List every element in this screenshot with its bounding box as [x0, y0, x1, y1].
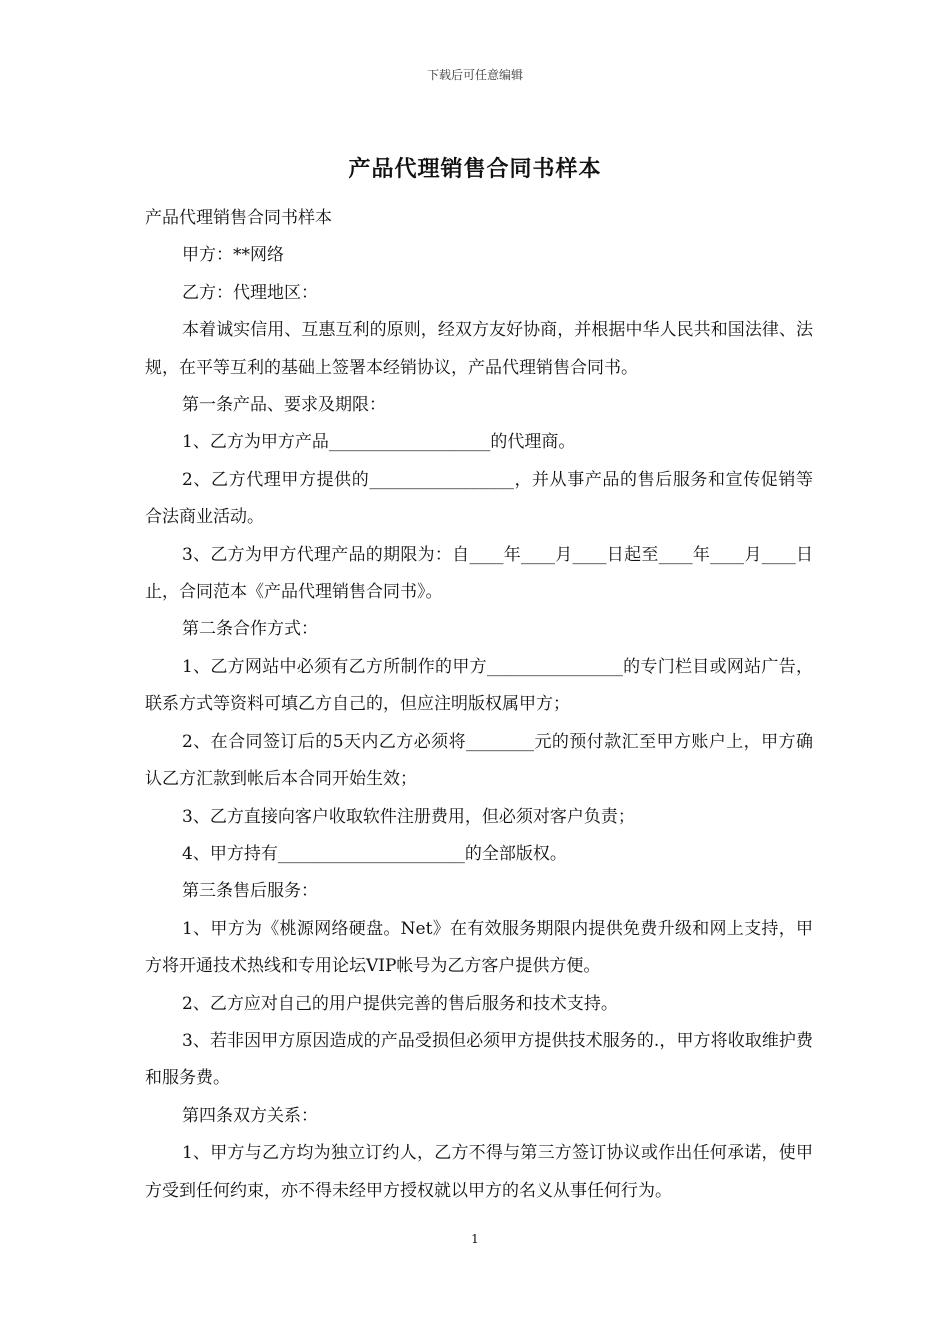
article-1-clause-2: 2、乙方代理甲方提供的_________________，并从事产品的售后服务和宣传促销等合法商业活动。 — [145, 469, 813, 528]
article-3-clause-2: 2、乙方应对自己的用户提供完善的售后服务和技术支持。 — [182, 993, 618, 1014]
article-2-clause-4: 4、甲方持有______________________的全部版权。 — [182, 843, 567, 864]
article-1-heading: 第一条产品、要求及期限： — [182, 395, 386, 416]
article-2-heading: 第二条合作方式： — [182, 619, 318, 640]
document-title: 产品代理销售合同书样本 — [348, 156, 602, 182]
page-number: 1 — [471, 1232, 479, 1246]
contract-body — [145, 200, 813, 1210]
article-1-clause-1: 1、乙方为甲方产品___________________的代理商。 — [182, 432, 576, 453]
paragraph-preamble: 本着诚实信用、互惠互利的原则，经双方友好协商，并根据中华人民共和国法律、法规，在平等互利的基础上签署本经销协议，产品代理销售合同书。 — [145, 320, 813, 378]
article-4-heading: 第四条双方关系： — [182, 1105, 318, 1126]
article-3-clause-3: 3、若非因甲方原因造成的产品受损但必须甲方提供技术服务的.，甲方将收取维护费和服务费。 — [145, 1030, 813, 1089]
article-2-clause-3: 3、乙方直接向客户收取软件注册费用，但必须对客户负责； — [182, 806, 635, 827]
article-3-heading: 第三条售后服务： — [182, 881, 318, 902]
article-2-clause-2: 2、在合同签订后的5天内乙方必须将________元的预付款汇至甲方账户上，甲方确认乙方汇款到帐后本合同开始生效； — [145, 731, 813, 790]
paragraph-party-a: 甲方：**网络 — [182, 245, 284, 266]
paragraph-subtitle: 产品代理销售合同书样本 — [145, 208, 332, 228]
paragraph-party-b: 乙方：代理地区： — [182, 282, 318, 303]
article-3-clause-1: 1、甲方为《桃源网络硬盘。Net》在有效服务期限内提供免费升级和网上支持，甲方将开通技术热线和专用论坛VIP帐号为乙方客户提供方便。 — [145, 918, 813, 977]
page-header-note: 下载后可任意编辑 — [426, 68, 523, 82]
article-1-clause-3: 3、乙方为甲方代理产品的期限为：自____年____月____日起至____年____月____日止，合同范本《产品代理销售合同书》。 — [145, 544, 813, 603]
article-4-clause-1: 1、甲方与乙方均为独立订约人，乙方不得与第三方签订协议或作出任何承诺，使甲方受到任何约束，亦不得未经甲方授权就以甲方的名义从事任何行为。 — [145, 1143, 813, 1201]
article-2-clause-1: 1、乙方网站中必须有乙方所制作的甲方________________的专门栏目或网站广告，联系方式等资料可填乙方自己的，但应注明版权属甲方； — [145, 656, 813, 715]
